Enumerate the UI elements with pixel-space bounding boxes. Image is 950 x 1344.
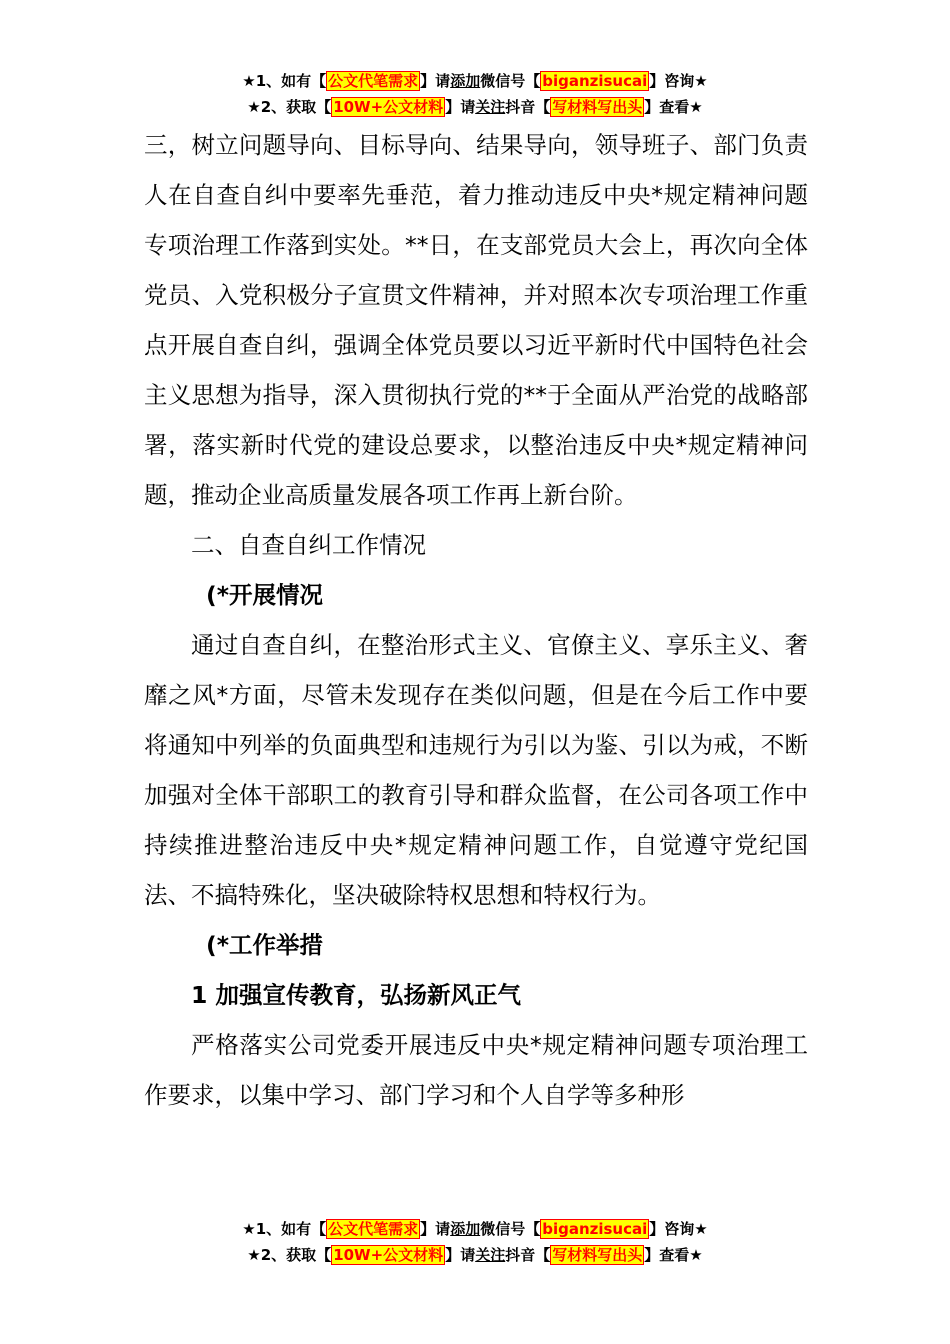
- banner-text: ★2、获取【: [247, 1246, 332, 1264]
- banner-text: 】请: [420, 1220, 451, 1238]
- subsection-heading: (*工作举措: [206, 931, 324, 959]
- banner-underlined-text: 关注: [475, 1246, 506, 1264]
- paragraph: 通过自查自纠，在整治形式主义、官僚主义、享乐主义、奢靡之风*方面，尽管未发现存在类似问题，但是在今后工作中要将通知中列举的负面典型和违规行为引以为鉴、引以为戒，不断加强对全体干部职工的教育引导和群众监督，在公司各项工作中持续推进整治违反中央*规定精神问题工作，自觉遵守党纪国法、不搞特殊化，坚决破除特权思想和特权行为。: [144, 631, 808, 909]
- banner-underlined-text: 关注: [475, 98, 506, 116]
- banner-text: 抖音【: [505, 1246, 551, 1264]
- footer-banner: [0, 1216, 950, 1268]
- banner-text: 微信号【: [480, 1220, 541, 1238]
- banner-text: ★1、如有【: [242, 72, 327, 90]
- banner-highlight: biganzisucai: [542, 72, 648, 90]
- banner-text: ★1、如有【: [242, 1220, 327, 1238]
- paragraph: 三，树立问题导向、目标导向、结果导向，领导班子、部门负责人在自查自纠中要率先垂范，着力推动违反中央*规定精神问题专项治理工作落到实处。**日，在支部党员大会上，再次向全体党员、入党积极分子宣贯文件精神，并对照本次专项治理工作重点开展自查自纠，强调全体党员要以习近平新时代中国特色社会主义思想为指导，深入贯彻执行党的**于全面从严治党的战略部署，落实新时代党的建设总要求，以整治违反中央*规定精神问题，推动企业高质量发展各项工作再上新台阶。: [144, 131, 808, 509]
- banner-text: 】请: [445, 98, 476, 116]
- banner-highlight: 公文代笔需求: [328, 72, 419, 90]
- banner-highlight: 公文代笔需求: [328, 1220, 419, 1238]
- document-body: [144, 120, 808, 1120]
- banner-highlight: 10W+公文材料: [333, 1246, 444, 1264]
- banner-text: 】请: [445, 1246, 476, 1264]
- banner-text: 微信号【: [480, 72, 541, 90]
- banner-text: 】请: [420, 72, 451, 90]
- banner-line-2: [0, 94, 950, 120]
- banner-highlight: biganzisucai: [542, 1220, 648, 1238]
- item-heading: 1 加强宣传教育，弘扬新风正气: [191, 981, 522, 1009]
- banner-highlight: 写材料写出头: [552, 1246, 643, 1264]
- banner-text: 】查看★: [644, 1246, 703, 1264]
- banner-underlined-text: 添加: [450, 72, 481, 90]
- paragraph: 严格落实公司党委开展违反中央*规定精神问题专项治理工作要求，以集中学习、部门学习和个人自学等多种形: [144, 1031, 808, 1109]
- banner-line-2: [0, 1242, 950, 1268]
- section-heading: 二、自查自纠工作情况: [191, 531, 426, 559]
- subsection-heading: (*开展情况: [206, 581, 324, 609]
- banner-line-1: [0, 1216, 950, 1242]
- banner-text: 】咨询★: [649, 72, 708, 90]
- banner-text: 】查看★: [644, 98, 703, 116]
- header-banner: [0, 68, 950, 120]
- banner-text: ★2、获取【: [247, 98, 332, 116]
- banner-line-1: [0, 68, 950, 94]
- banner-text: 】咨询★: [649, 1220, 708, 1238]
- banner-highlight: 10W+公文材料: [333, 98, 444, 116]
- banner-highlight: 写材料写出头: [552, 98, 643, 116]
- banner-text: 抖音【: [505, 98, 551, 116]
- banner-underlined-text: 添加: [450, 1220, 481, 1238]
